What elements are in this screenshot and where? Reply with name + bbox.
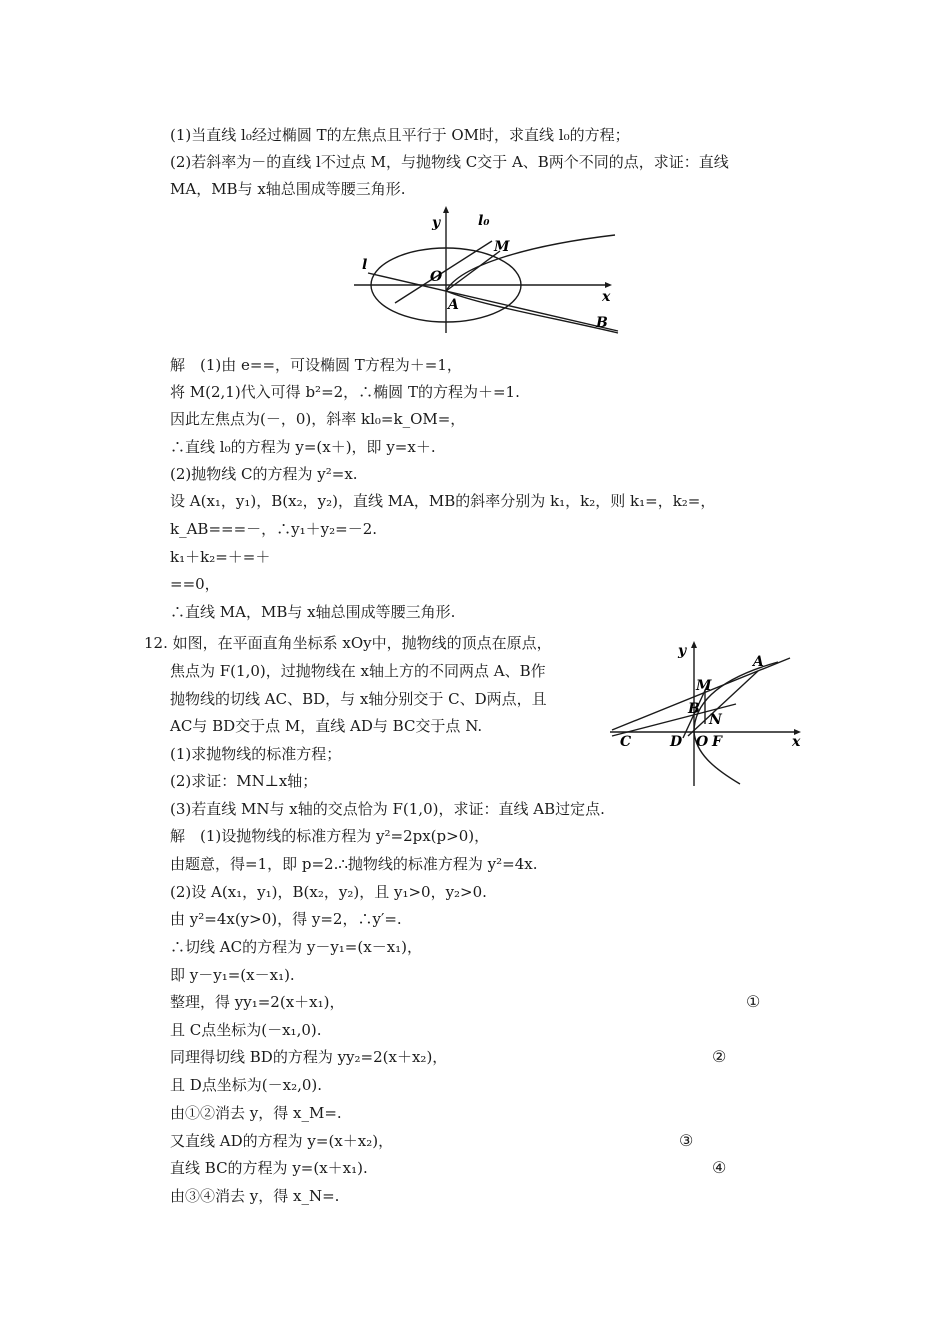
- text-line: 解 (1)由 e==，可设椭圆 T方程为＋=1，: [170, 356, 462, 374]
- text-line: 又直线 AD的方程为 y=(x＋x₂)，: [170, 1132, 394, 1150]
- fig1-label-l: l: [362, 257, 368, 273]
- text-line: ∴直线 MA，MB与 x轴总围成等腰三角形.: [170, 603, 456, 621]
- text-line: ==0，: [170, 575, 220, 593]
- fig1-label-M: M: [494, 239, 510, 255]
- fig1-label-l0: l₀: [478, 213, 490, 229]
- fig1-label-A: A: [448, 297, 459, 313]
- text-line: 且 C点坐标为(－x₁,0).: [170, 1021, 322, 1039]
- text-line: 抛物线的切线 AC、BD，与 x轴分别交于 C、D两点，且: [170, 690, 547, 708]
- text-line: 将 M(2,1)代入可得 b²=2，∴椭圆 T的方程为＋=1.: [170, 383, 520, 401]
- fig2-label-A: A: [753, 654, 764, 670]
- text-line: k₁＋k₂=＋=＋: [170, 548, 271, 566]
- text-line: k_AB===－，∴y₁＋y₂=－2.: [170, 520, 378, 538]
- text-line: (2)设 A(x₁，y₁)，B(x₂，y₂)，且 y₁>0，y₂>0.: [170, 883, 487, 901]
- fig2-label-y: y: [678, 643, 687, 659]
- fig2-label-M: M: [696, 678, 712, 694]
- text-line: 由 y²=4x(y>0)，得 y=2，∴y′=.: [170, 910, 402, 928]
- text-line: 即 y－y₁=(x－x₁).: [170, 966, 295, 984]
- equation-number-3: ③: [679, 1131, 694, 1150]
- parabola-tangent-figure: [608, 638, 808, 788]
- fig2-label-N: N: [709, 712, 722, 728]
- text-line: 且 D点坐标为(－x₂,0).: [170, 1076, 323, 1094]
- fig1-label-B: B: [596, 315, 608, 331]
- fig1-label-x: x: [602, 289, 611, 305]
- text-line: 同理得切线 BD的方程为 yy₂=2(x＋x₂)，: [170, 1048, 448, 1066]
- text-line: ∴切线 AC的方程为 y－y₁=(x－x₁)，: [170, 938, 423, 956]
- text-line: (1)求抛物线的标准方程；: [170, 745, 342, 763]
- text-line: 设 A(x₁，y₁)，B(x₂，y₂)，直线 MA，MB的斜率分别为 k₁，k₂，则 k₁=，k₂=，: [170, 492, 716, 510]
- fig2-label-D: D: [670, 734, 683, 750]
- text-line: AC与 BD交于点 M，直线 AD与 BC交于点 N.: [170, 717, 483, 735]
- equation-number-2: ②: [712, 1047, 727, 1066]
- text-line: 直线 BC的方程为 y=(x＋x₁).: [170, 1159, 368, 1177]
- text-line: 焦点为 F(1,0)，过抛物线在 x轴上方的不同两点 A、B作: [170, 662, 546, 680]
- fig1-label-y: y: [432, 215, 441, 231]
- equation-number-1: ①: [746, 992, 761, 1011]
- text-line: (2)求证：MN⊥x轴；: [170, 772, 318, 790]
- fig2-label-C: C: [620, 734, 632, 750]
- text-line: 因此左焦点为(－，0)，斜率 kl₀=k_OM=，: [170, 410, 466, 428]
- text-line: 由①②消去 y，得 x_M=.: [170, 1104, 342, 1122]
- fig2-label-F: F: [712, 734, 722, 750]
- text-line: 由③④消去 y，得 x_N=.: [170, 1187, 340, 1205]
- text-line: (2)抛物线 C的方程为 y²=x.: [170, 465, 358, 483]
- problem-12-line: 12. 如图，在平面直角坐标系 xOy中，抛物线的顶点在原点，: [144, 634, 552, 652]
- equation-number-4: ④: [712, 1158, 727, 1177]
- text-line: (1)当直线 l₀经过椭圆 T的左焦点且平行于 OM时，求直线 l₀的方程；: [170, 126, 630, 144]
- text-line: 解 (1)设抛物线的标准方程为 y²=2px(p>0)，: [170, 827, 490, 845]
- fig2-label-B: B: [688, 701, 700, 717]
- text-line: 由题意，得=1，即 p=2.∴抛物线的标准方程为 y²=4x.: [170, 855, 538, 873]
- fig2-label-x: x: [792, 734, 801, 750]
- ellipse-parabola-figure: [350, 205, 620, 340]
- text-line: (3)若直线 MN与 x轴的交点恰为 F(1,0)，求证：直线 AB过定点.: [170, 800, 605, 818]
- text-line: (2)若斜率为－的直线 l不过点 M，与抛物线 C交于 A、B两个不同的点，求证：直线: [170, 153, 729, 171]
- text-line: MA，MB与 x轴总围成等腰三角形.: [170, 180, 406, 198]
- fig1-label-O: O: [430, 269, 443, 285]
- text-line: ∴直线 l₀的方程为 y=(x＋)，即 y=x＋.: [170, 438, 436, 456]
- fig2-label-O: O: [696, 734, 709, 750]
- text-line: 整理，得 yy₁=2(x＋x₁)，: [170, 993, 345, 1011]
